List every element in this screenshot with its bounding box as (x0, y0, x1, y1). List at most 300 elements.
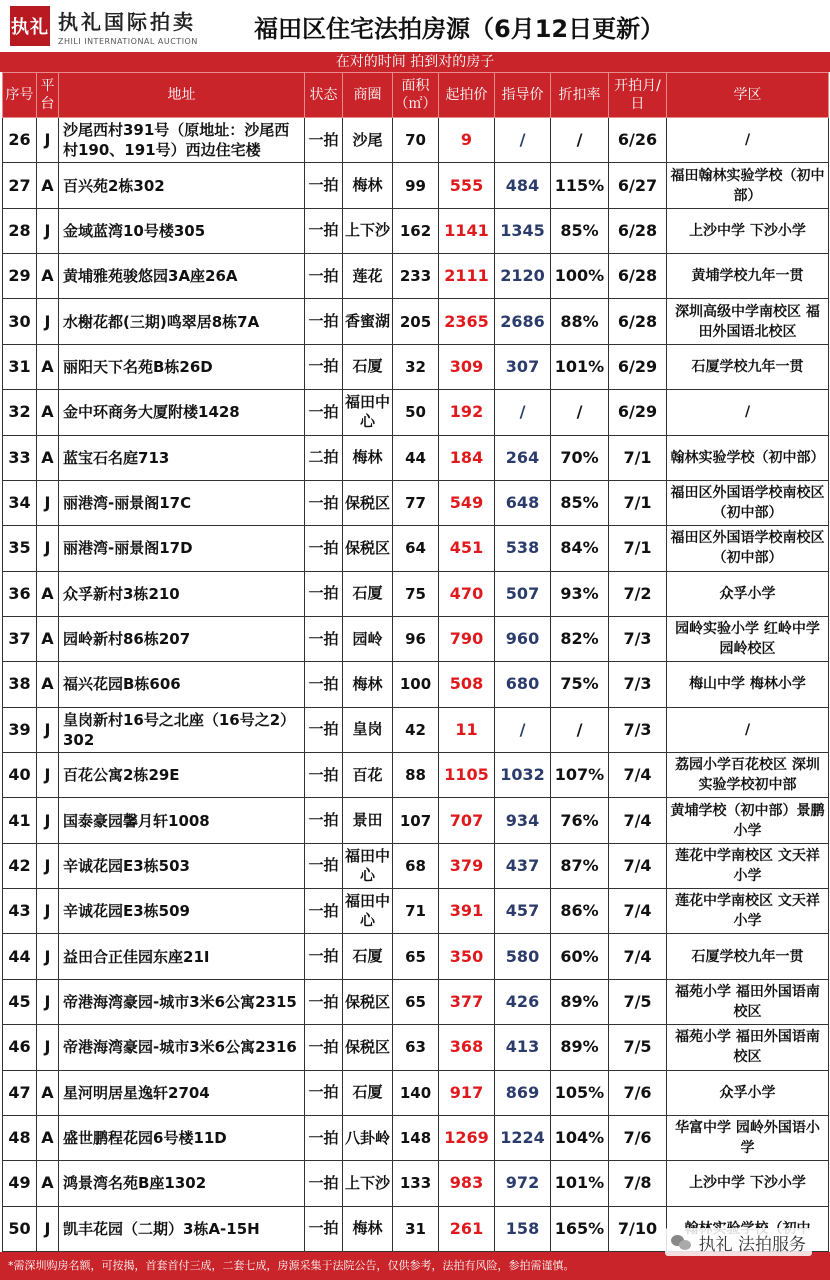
cell-address: 帝港海湾豪园-城市3米6公寓2316 (59, 1025, 305, 1070)
cell-start-price: 368 (439, 1025, 495, 1070)
cell-discount: 82% (551, 616, 609, 661)
cell-school: 福田区外国语学校南校区（初中部） (667, 526, 829, 571)
cell-start-price: 350 (439, 934, 495, 979)
logo-en: ZHILI INTERNATIONAL AUCTION (58, 37, 198, 46)
cell-seq: 27 (3, 163, 37, 208)
cell-platform: A (37, 435, 59, 480)
cell-district: 福田中心 (343, 390, 393, 435)
cell-guide-price: 307 (495, 344, 551, 389)
cell-start-price: 184 (439, 435, 495, 480)
cell-date: 6/29 (609, 390, 667, 435)
cell-status: 一拍 (305, 1115, 343, 1160)
cell-platform: J (37, 1025, 59, 1070)
cell-district: 保税区 (343, 480, 393, 525)
cell-area: 96 (393, 616, 439, 661)
cell-platform: A (37, 163, 59, 208)
cell-address: 丽港湾-丽景阁17D (59, 526, 305, 571)
cell-platform: A (37, 571, 59, 616)
cell-seq: 34 (3, 480, 37, 525)
cell-platform: A (37, 616, 59, 661)
cell-area: 133 (393, 1161, 439, 1206)
cell-school: 园岭实验小学 红岭中学园岭校区 (667, 616, 829, 661)
cell-school: 荔园小学百花校区 深圳实验学校初中部 (667, 753, 829, 798)
table-row (3, 163, 829, 208)
cell-seq: 37 (3, 616, 37, 661)
cell-guide-price: 264 (495, 435, 551, 480)
listing-table (2, 72, 829, 1252)
table-row (3, 390, 829, 435)
table-header-row (3, 73, 829, 118)
cell-discount: 104% (551, 1115, 609, 1160)
cell-address: 益田合正佳园东座21I (59, 934, 305, 979)
cell-platform: A (37, 344, 59, 389)
cell-discount: 101% (551, 1161, 609, 1206)
cell-platform: A (37, 1115, 59, 1160)
cell-guide-price: 507 (495, 571, 551, 616)
cell-address: 鸿景湾名苑B座1302 (59, 1161, 305, 1206)
cell-seq: 33 (3, 435, 37, 480)
cell-school: 莲花中学南校区 文天祥小学 (667, 843, 829, 888)
cell-date: 7/4 (609, 934, 667, 979)
cell-guide-price: 437 (495, 843, 551, 888)
cell-area: 50 (393, 390, 439, 435)
cell-discount: 60% (551, 934, 609, 979)
cell-school: / (667, 390, 829, 435)
cell-status: 一拍 (305, 208, 343, 253)
cell-guide-price: / (495, 707, 551, 752)
cell-area: 75 (393, 571, 439, 616)
cell-platform: J (37, 526, 59, 571)
cell-school: 黄埔学校（初中部）景鹏小学 (667, 798, 829, 843)
cell-start-price: 707 (439, 798, 495, 843)
cell-status: 一拍 (305, 299, 343, 344)
cell-school: 福苑小学 福田外国语南校区 (667, 979, 829, 1024)
cell-platform: A (37, 1070, 59, 1115)
cell-school: 梅山中学 梅林小学 (667, 662, 829, 707)
cell-seq: 47 (3, 1070, 37, 1115)
cell-discount: 85% (551, 480, 609, 525)
cell-address: 帝港海湾豪园-城市3米6公寓2315 (59, 979, 305, 1024)
cell-district: 上下沙 (343, 208, 393, 253)
cell-start-price: 555 (439, 163, 495, 208)
cell-seq: 35 (3, 526, 37, 571)
cell-start-price: 451 (439, 526, 495, 571)
cell-seq: 30 (3, 299, 37, 344)
cell-address: 百花公寓2栋29E (59, 753, 305, 798)
cell-date: 7/4 (609, 753, 667, 798)
table-row (3, 571, 829, 616)
table-row (3, 843, 829, 888)
cell-start-price: 261 (439, 1206, 495, 1251)
cell-guide-price: 457 (495, 889, 551, 934)
cell-area: 68 (393, 843, 439, 888)
cell-date: 6/26 (609, 118, 667, 163)
cell-status: 一拍 (305, 1070, 343, 1115)
cell-district: 保税区 (343, 1025, 393, 1070)
cell-seq: 50 (3, 1206, 37, 1251)
cell-school: 众孚小学 (667, 571, 829, 616)
table-row (3, 889, 829, 934)
cell-start-price: 2365 (439, 299, 495, 344)
cell-area: 64 (393, 526, 439, 571)
cell-start-price: 9 (439, 118, 495, 163)
cell-date: 6/28 (609, 299, 667, 344)
cell-school: 莲花中学南校区 文天祥小学 (667, 889, 829, 934)
cell-district: 石厦 (343, 934, 393, 979)
table-row (3, 1025, 829, 1070)
cell-date: 7/4 (609, 889, 667, 934)
cell-address: 众孚新村3栋210 (59, 571, 305, 616)
cell-address: 金中环商务大厦附楼1428 (59, 390, 305, 435)
cell-start-price: 309 (439, 344, 495, 389)
cell-guide-price: 2686 (495, 299, 551, 344)
cell-status: 一拍 (305, 571, 343, 616)
cell-date: 7/4 (609, 798, 667, 843)
cell-address: 丽港湾-丽景阁17C (59, 480, 305, 525)
cell-address: 皇岗新村16号之北座（16号之2）302 (59, 707, 305, 752)
cell-status: 一拍 (305, 163, 343, 208)
cell-school: 上沙中学 下沙小学 (667, 208, 829, 253)
cell-school: 福田翰林实验学校（初中部） (667, 163, 829, 208)
cell-school: 石厦学校九年一贯 (667, 934, 829, 979)
cell-status: 二拍 (305, 435, 343, 480)
cell-area: 77 (393, 480, 439, 525)
cell-seq: 26 (3, 118, 37, 163)
cell-date: 7/5 (609, 1025, 667, 1070)
cell-seq: 45 (3, 979, 37, 1024)
cell-start-price: 2111 (439, 254, 495, 299)
cell-start-price: 1105 (439, 753, 495, 798)
cell-guide-price: 1032 (495, 753, 551, 798)
cell-area: 148 (393, 1115, 439, 1160)
cell-start-price: 1269 (439, 1115, 495, 1160)
cell-status: 一拍 (305, 344, 343, 389)
cell-seq: 32 (3, 390, 37, 435)
table-row (3, 616, 829, 661)
cell-school: / (667, 707, 829, 752)
cell-status: 一拍 (305, 526, 343, 571)
cell-start-price: 790 (439, 616, 495, 661)
cell-status: 一拍 (305, 662, 343, 707)
table-row (3, 480, 829, 525)
cell-seq: 39 (3, 707, 37, 752)
cell-status: 一拍 (305, 616, 343, 661)
cell-start-price: 1141 (439, 208, 495, 253)
cell-start-price: 391 (439, 889, 495, 934)
cell-guide-price: 538 (495, 526, 551, 571)
cell-district: 景田 (343, 798, 393, 843)
cell-district: 梅林 (343, 163, 393, 208)
cell-discount: 75% (551, 662, 609, 707)
cell-school: 黄埔学校九年一贯 (667, 254, 829, 299)
cell-guide-price: 934 (495, 798, 551, 843)
cell-seq: 44 (3, 934, 37, 979)
cell-seq: 36 (3, 571, 37, 616)
cell-area: 162 (393, 208, 439, 253)
cell-district: 福田中心 (343, 843, 393, 888)
cell-status: 一拍 (305, 934, 343, 979)
cell-school: 华富中学 园岭外国语小学 (667, 1115, 829, 1160)
col-area: 面积（㎡） (393, 73, 439, 118)
cell-guide-price: 1224 (495, 1115, 551, 1160)
cell-seq: 43 (3, 889, 37, 934)
cell-address: 沙尾西村391号（原地址：沙尾西村190、191号）西边住宅楼 (59, 118, 305, 163)
wechat-icon (671, 1233, 693, 1251)
cell-date: 7/8 (609, 1161, 667, 1206)
cell-seq: 46 (3, 1025, 37, 1070)
header (0, 0, 830, 53)
cell-address: 丽阳天下名苑B栋26D (59, 344, 305, 389)
cell-status: 一拍 (305, 707, 343, 752)
cell-district: 沙尾 (343, 118, 393, 163)
cell-status: 一拍 (305, 843, 343, 888)
cell-platform: J (37, 1206, 59, 1251)
cell-status: 一拍 (305, 889, 343, 934)
cell-school: 福田区外国语学校南校区（初中部） (667, 480, 829, 525)
cell-guide-price: 680 (495, 662, 551, 707)
col-guide-price: 指导价 (495, 73, 551, 118)
cell-platform: J (37, 299, 59, 344)
cell-date: 7/1 (609, 435, 667, 480)
table-row (3, 753, 829, 798)
cell-school: / (667, 118, 829, 163)
cell-guide-price: 869 (495, 1070, 551, 1115)
cell-status: 一拍 (305, 798, 343, 843)
cell-start-price: 917 (439, 1070, 495, 1115)
cell-discount: 100% (551, 254, 609, 299)
table-row (3, 662, 829, 707)
cell-area: 65 (393, 934, 439, 979)
table-row (3, 1070, 829, 1115)
cell-area: 42 (393, 707, 439, 752)
cell-platform: A (37, 1161, 59, 1206)
col-status: 状态 (305, 73, 343, 118)
cell-seq: 41 (3, 798, 37, 843)
cell-district: 园岭 (343, 616, 393, 661)
cell-status: 一拍 (305, 118, 343, 163)
cell-discount: 84% (551, 526, 609, 571)
cell-area: 63 (393, 1025, 439, 1070)
cell-address: 盛世鹏程花园6号楼11D (59, 1115, 305, 1160)
cell-platform: A (37, 254, 59, 299)
cell-district: 莲花 (343, 254, 393, 299)
col-district: 商圈 (343, 73, 393, 118)
cell-start-price: 508 (439, 662, 495, 707)
cell-district: 皇岗 (343, 707, 393, 752)
cell-area: 65 (393, 979, 439, 1024)
cell-area: 31 (393, 1206, 439, 1251)
cell-start-price: 377 (439, 979, 495, 1024)
cell-platform: A (37, 662, 59, 707)
table-row (3, 299, 829, 344)
cell-seq: 38 (3, 662, 37, 707)
cell-address: 黄埔雅苑骏悠园3A座26A (59, 254, 305, 299)
table-row (3, 526, 829, 571)
cell-area: 205 (393, 299, 439, 344)
col-school: 学区 (667, 73, 829, 118)
cell-status: 一拍 (305, 753, 343, 798)
cell-date: 7/3 (609, 616, 667, 661)
cell-start-price: 192 (439, 390, 495, 435)
cell-platform: A (37, 390, 59, 435)
cell-address: 园岭新村86栋207 (59, 616, 305, 661)
footer-brand (665, 1228, 812, 1256)
cell-guide-price: 972 (495, 1161, 551, 1206)
cell-address: 福兴花园B栋606 (59, 662, 305, 707)
cell-status: 一拍 (305, 1161, 343, 1206)
cell-date: 7/3 (609, 707, 667, 752)
cell-date: 6/28 (609, 208, 667, 253)
cell-seq: 29 (3, 254, 37, 299)
cell-platform: J (37, 979, 59, 1024)
cell-district: 八卦岭 (343, 1115, 393, 1160)
cell-address: 百兴苑2栋302 (59, 163, 305, 208)
page-title: 福田区住宅法拍房源（6月12日更新） (254, 14, 665, 43)
cell-school: 福苑小学 福田外国语南校区 (667, 1025, 829, 1070)
cell-platform: J (37, 707, 59, 752)
table-body (3, 118, 829, 1252)
cell-platform: J (37, 118, 59, 163)
cell-area: 100 (393, 662, 439, 707)
table-row (3, 934, 829, 979)
cell-seq: 48 (3, 1115, 37, 1160)
cell-guide-price: 2120 (495, 254, 551, 299)
cell-area: 140 (393, 1070, 439, 1115)
cell-area: 99 (393, 163, 439, 208)
cell-seq: 42 (3, 843, 37, 888)
table-row (3, 344, 829, 389)
cell-address: 凯丰花园（二期）3栋A-15H (59, 1206, 305, 1251)
cell-guide-price: / (495, 118, 551, 163)
cell-seq: 28 (3, 208, 37, 253)
cell-district: 百花 (343, 753, 393, 798)
table-row (3, 1115, 829, 1160)
cell-area: 107 (393, 798, 439, 843)
cell-school: 众孚小学 (667, 1070, 829, 1115)
cell-platform: J (37, 889, 59, 934)
col-start-price: 起拍价 (439, 73, 495, 118)
cell-platform: J (37, 753, 59, 798)
cell-date: 7/1 (609, 526, 667, 571)
cell-start-price: 379 (439, 843, 495, 888)
cell-discount: 105% (551, 1070, 609, 1115)
footer-brand-label: 执礼 法拍服务 (698, 1234, 806, 1255)
cell-date: 6/28 (609, 254, 667, 299)
cell-status: 一拍 (305, 1025, 343, 1070)
table-row (3, 118, 829, 163)
logo-text (58, 6, 198, 46)
cell-date: 6/29 (609, 344, 667, 389)
cell-discount: 76% (551, 798, 609, 843)
table-row (3, 707, 829, 752)
col-address: 地址 (59, 73, 305, 118)
cell-discount: 93% (551, 571, 609, 616)
cell-discount: 101% (551, 344, 609, 389)
cell-discount: 165% (551, 1206, 609, 1251)
table-row (3, 1161, 829, 1206)
cell-date: 7/6 (609, 1115, 667, 1160)
logo-mark: 执礼 (10, 6, 50, 46)
cell-start-price: 470 (439, 571, 495, 616)
cell-guide-price: / (495, 390, 551, 435)
cell-guide-price: 960 (495, 616, 551, 661)
cell-school: 翰林实验学校（初中部） (667, 435, 829, 480)
table-row (3, 254, 829, 299)
cell-guide-price: 1345 (495, 208, 551, 253)
cell-district: 福田中心 (343, 889, 393, 934)
cell-discount: 86% (551, 889, 609, 934)
cell-discount: 107% (551, 753, 609, 798)
cell-school: 深圳高级中学南校区 福田外国语北校区 (667, 299, 829, 344)
cell-district: 梅林 (343, 1206, 393, 1251)
slogan-banner: 在对的时间 拍到对的房子 (0, 52, 830, 72)
cell-platform: J (37, 934, 59, 979)
cell-address: 星河明居星逸轩2704 (59, 1070, 305, 1115)
cell-date: 7/10 (609, 1206, 667, 1251)
cell-date: 6/27 (609, 163, 667, 208)
cell-district: 梅林 (343, 662, 393, 707)
cell-start-price: 549 (439, 480, 495, 525)
cell-address: 辛诚花园E3栋509 (59, 889, 305, 934)
cell-area: 32 (393, 344, 439, 389)
cell-discount: 70% (551, 435, 609, 480)
cell-school: 石厦学校九年一贯 (667, 344, 829, 389)
cell-address: 蓝宝石名庭713 (59, 435, 305, 480)
cell-seq: 40 (3, 753, 37, 798)
cell-status: 一拍 (305, 254, 343, 299)
cell-date: 7/5 (609, 979, 667, 1024)
cell-status: 一拍 (305, 390, 343, 435)
cell-address: 金域蓝湾10号楼305 (59, 208, 305, 253)
cell-district: 保税区 (343, 526, 393, 571)
table-row (3, 208, 829, 253)
cell-start-price: 983 (439, 1161, 495, 1206)
cell-area: 88 (393, 753, 439, 798)
cell-district: 梅林 (343, 435, 393, 480)
logo-cn: 执礼国际拍卖 (58, 10, 196, 34)
cell-district: 石厦 (343, 1070, 393, 1115)
cell-district: 上下沙 (343, 1161, 393, 1206)
cell-guide-price: 413 (495, 1025, 551, 1070)
cell-discount: 89% (551, 979, 609, 1024)
cell-discount: 88% (551, 299, 609, 344)
cell-district: 香蜜湖 (343, 299, 393, 344)
cell-district: 保税区 (343, 979, 393, 1024)
col-seq: 序号 (3, 73, 37, 118)
cell-district: 石厦 (343, 344, 393, 389)
cell-guide-price: 580 (495, 934, 551, 979)
cell-platform: J (37, 208, 59, 253)
cell-guide-price: 648 (495, 480, 551, 525)
cell-date: 7/6 (609, 1070, 667, 1115)
cell-guide-price: 158 (495, 1206, 551, 1251)
footer-note: *需深圳购房名额，可按揭，首套首付三成，二套七成，房源采集于法院公告，仅供参考，法拍有风险，参拍需谨慎。 (0, 1252, 830, 1280)
cell-discount: 85% (551, 208, 609, 253)
cell-status: 一拍 (305, 979, 343, 1024)
cell-discount: / (551, 707, 609, 752)
cell-status: 一拍 (305, 480, 343, 525)
cell-discount: / (551, 390, 609, 435)
cell-platform: J (37, 480, 59, 525)
cell-status: 一拍 (305, 1206, 343, 1251)
cell-start-price: 11 (439, 707, 495, 752)
table-row (3, 798, 829, 843)
cell-discount: 115% (551, 163, 609, 208)
cell-area: 233 (393, 254, 439, 299)
cell-date: 7/3 (609, 662, 667, 707)
cell-area: 71 (393, 889, 439, 934)
cell-seq: 31 (3, 344, 37, 389)
